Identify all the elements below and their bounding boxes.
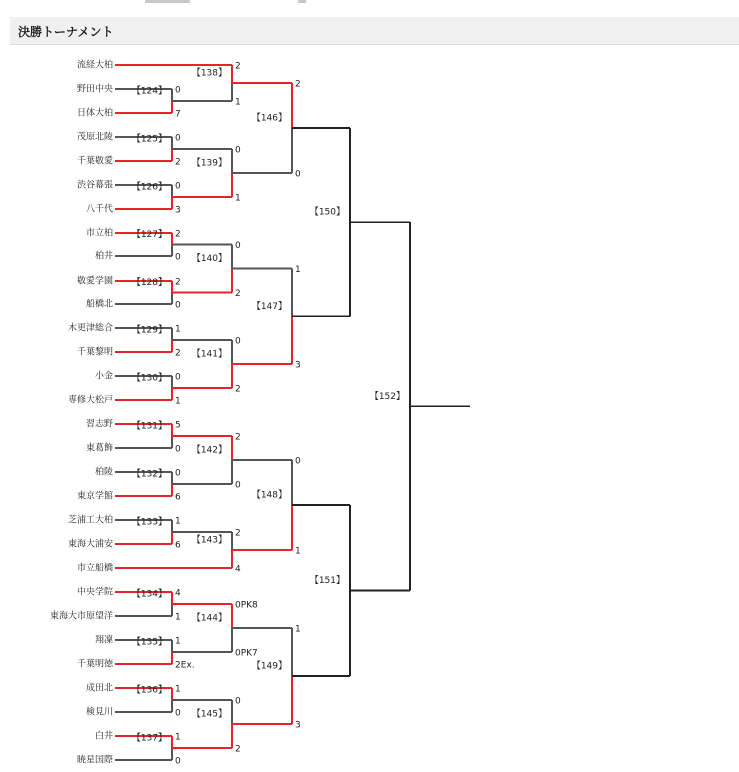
score-label: 2 bbox=[235, 61, 241, 72]
score-label: 2 bbox=[175, 229, 181, 240]
match-number: 【124】 bbox=[131, 86, 167, 97]
score-label: 0 bbox=[175, 756, 181, 767]
match-number: 【131】 bbox=[131, 421, 167, 432]
match-number: 【142】 bbox=[191, 445, 227, 456]
team-name: 小金 bbox=[94, 371, 113, 382]
team-name: 検見川 bbox=[85, 707, 113, 718]
team-name: 流経大柏 bbox=[76, 60, 113, 71]
section-title: 決勝トーナメント bbox=[18, 25, 114, 39]
team-name: 東京学館 bbox=[76, 491, 113, 502]
team-name: 芝浦工大柏 bbox=[67, 515, 113, 526]
team-name: 成田北 bbox=[85, 683, 113, 694]
score-label: 6 bbox=[175, 540, 181, 551]
score-label: 1 bbox=[175, 516, 181, 527]
score-label: 0 bbox=[235, 145, 241, 156]
team-name: 八千代 bbox=[85, 204, 113, 215]
match-number: 【152】 bbox=[369, 391, 405, 402]
score-label: 1 bbox=[175, 324, 181, 335]
match-number: 【132】 bbox=[131, 469, 167, 480]
team-name: 船橋北 bbox=[85, 299, 113, 310]
score-label: 2 bbox=[235, 744, 241, 755]
match-number: 【129】 bbox=[131, 325, 167, 336]
match-number: 【134】 bbox=[131, 589, 167, 600]
score-label: 0 bbox=[175, 708, 181, 719]
score-label: 4 bbox=[235, 564, 241, 575]
score-label: 2 bbox=[235, 289, 241, 299]
score-label: 1 bbox=[295, 624, 301, 635]
score-label: 5 bbox=[175, 420, 181, 431]
score-label: 0 bbox=[295, 169, 301, 180]
score-label: 0 bbox=[235, 241, 241, 251]
score-label: 0 bbox=[175, 133, 181, 144]
team-name: 木更津総合 bbox=[67, 323, 113, 334]
match-number: 【143】 bbox=[191, 535, 227, 546]
team-name: 柏井 bbox=[94, 251, 113, 262]
team-name: 東海大市原望洋 bbox=[49, 611, 113, 622]
score-label: 4 bbox=[175, 588, 181, 599]
match-number: 【144】 bbox=[191, 613, 227, 624]
team-name: 暁星国際 bbox=[76, 755, 113, 766]
score-label: 3 bbox=[175, 205, 181, 216]
score-label: 1 bbox=[235, 193, 241, 204]
team-name: 千葉明徳 bbox=[76, 659, 113, 670]
score-label: 2 bbox=[235, 528, 241, 539]
score-label: 1 bbox=[175, 732, 181, 743]
score-label: 1 bbox=[295, 265, 301, 275]
team-name: 白井 bbox=[94, 731, 113, 742]
score-label: 0PK8 bbox=[235, 600, 258, 611]
match-number: 【150】 bbox=[309, 207, 345, 218]
score-label: 0 bbox=[175, 468, 181, 479]
score-label: 0 bbox=[235, 696, 241, 707]
score-label: 0PK7 bbox=[235, 648, 258, 659]
score-label: 3 bbox=[295, 720, 301, 731]
match-number: 【135】 bbox=[131, 637, 167, 648]
team-name: 敬愛学園 bbox=[76, 276, 113, 287]
team-name: 千葉黎明 bbox=[76, 347, 113, 358]
team-name: 市立柏 bbox=[85, 228, 113, 239]
score-label: 2 bbox=[175, 277, 181, 288]
score-label: 0 bbox=[235, 336, 241, 347]
match-number: 【125】 bbox=[131, 134, 167, 145]
team-name: 東海大浦安 bbox=[67, 539, 113, 550]
match-number: 【145】 bbox=[191, 709, 227, 720]
team-name: 中央学院 bbox=[76, 587, 113, 598]
score-label: 2Ex. bbox=[175, 660, 195, 671]
match-number: 【127】 bbox=[131, 230, 167, 240]
match-number: 【147】 bbox=[251, 301, 287, 312]
score-label: 6 bbox=[175, 492, 181, 503]
score-label: 0 bbox=[175, 181, 181, 192]
score-label: 1 bbox=[175, 636, 181, 647]
match-number: 【137】 bbox=[131, 733, 167, 744]
score-label: 0 bbox=[175, 85, 181, 96]
match-number: 【138】 bbox=[191, 68, 227, 79]
team-name: 翔凜 bbox=[94, 635, 113, 646]
team-name: 市立船橋 bbox=[76, 563, 113, 574]
match-number: 【149】 bbox=[251, 661, 287, 672]
team-name: 渋谷幕張 bbox=[76, 180, 113, 191]
score-label: 3 bbox=[295, 360, 301, 371]
team-name: 習志野 bbox=[85, 419, 113, 430]
match-number: 【140】 bbox=[191, 254, 227, 264]
score-label: 1 bbox=[175, 612, 181, 623]
score-label: 0 bbox=[175, 252, 181, 263]
score-label: 2 bbox=[295, 79, 301, 90]
match-number: 【151】 bbox=[309, 576, 345, 586]
match-number: 【141】 bbox=[191, 349, 227, 360]
score-label: 1 bbox=[235, 97, 241, 108]
match-number: 【133】 bbox=[131, 517, 167, 528]
team-name: 野田中央 bbox=[76, 84, 113, 95]
score-label: 2 bbox=[175, 348, 181, 359]
match-number: 【126】 bbox=[131, 182, 167, 193]
score-label: 1 bbox=[295, 546, 301, 557]
team-name: 千葉敬愛 bbox=[76, 156, 113, 167]
score-label: 2 bbox=[235, 432, 241, 443]
team-name: 茂原北陵 bbox=[76, 132, 113, 143]
score-label: 0 bbox=[235, 480, 241, 491]
match-number: 【128】 bbox=[131, 278, 167, 288]
score-label: 2 bbox=[175, 157, 181, 168]
team-name: 柏陵 bbox=[94, 467, 113, 478]
score-label: 1 bbox=[175, 684, 181, 695]
score-label: 0 bbox=[175, 444, 181, 455]
score-label: 0 bbox=[295, 456, 301, 467]
score-label: 0 bbox=[175, 372, 181, 383]
team-name: 日体大柏 bbox=[76, 108, 113, 119]
score-label: 0 bbox=[175, 300, 181, 311]
team-name: 東葛飾 bbox=[85, 443, 113, 454]
team-name: 専修大松戸 bbox=[67, 395, 113, 406]
match-number: 【148】 bbox=[251, 490, 287, 501]
score-label: 2 bbox=[235, 384, 241, 395]
match-number: 【146】 bbox=[251, 113, 287, 124]
match-number: 【136】 bbox=[131, 685, 167, 696]
match-number: 【130】 bbox=[131, 373, 167, 384]
match-number: 【139】 bbox=[191, 158, 227, 169]
score-label: 1 bbox=[175, 396, 181, 407]
score-label: 7 bbox=[175, 109, 181, 120]
